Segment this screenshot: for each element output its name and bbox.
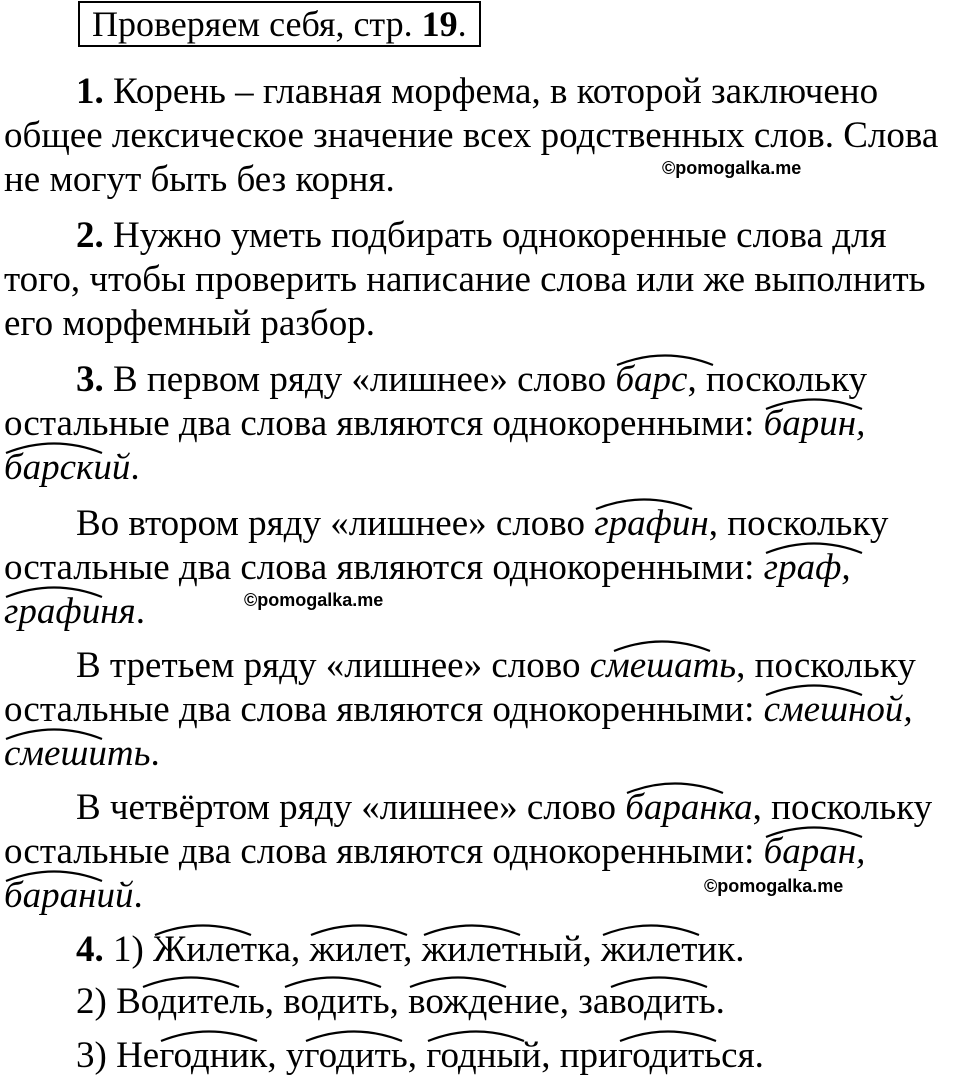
p3a-line-2 <box>4 402 865 446</box>
p2-text-1: Нужно уметь подбирать однокоренные слова для <box>103 215 887 256</box>
p1-number: 1. <box>76 71 104 112</box>
root-zhil-2: жил <box>309 928 373 972</box>
p3b-line-2 <box>4 546 851 590</box>
root-word-barskiy: барский <box>4 446 130 490</box>
p1-line-3 <box>4 158 395 202</box>
p2-line-3 <box>4 302 375 346</box>
p3d-line-3: бараний. <box>4 874 143 918</box>
p3b-text: Во втором ряду «лишнее» слово <box>76 503 595 544</box>
p3d-line-1 <box>76 786 932 830</box>
p3d-line-2 <box>4 830 865 874</box>
p3c-line-3: смешить. <box>4 732 160 776</box>
p3c-tail: , поскольку <box>736 645 916 686</box>
p1-text-3: не могут быть без корня. <box>4 159 395 200</box>
p2-text-2: того, чтобы проверить написание слова или же выполнить <box>4 259 926 300</box>
p1-text-1: Корень – главная морфема, в которой заключено <box>103 71 879 112</box>
p4-line-3: 3) Не годник, у годить, годный, при годиться. <box>76 1034 764 1078</box>
root-word-grafinya: графиня <box>4 590 136 634</box>
p3a-line-1 <box>76 358 867 402</box>
p2-text-3: его морфемный разбор. <box>4 303 375 344</box>
p3a-tail: , поскольку <box>687 359 868 400</box>
header-text: Проверяем себя, стр. <box>92 4 422 44</box>
root-zhilet-1: жилет <box>422 928 518 972</box>
p4-line-2: 2) В одитель, водить, вождение, за водить. <box>76 980 725 1024</box>
p3-number: 3. <box>76 359 104 400</box>
p3b-tail: , поскольку <box>708 503 889 544</box>
root-vod-2: вод <box>283 980 336 1024</box>
p3a-text: В первом ряду «лишнее» слово <box>103 359 616 400</box>
p3a-line-3: барский. <box>4 446 140 490</box>
root-word-smeshit: смешить <box>4 732 150 776</box>
root-word-bars: барс <box>615 358 687 402</box>
root-god-1: год <box>159 1034 210 1078</box>
root-zhilet-2: жилет <box>601 928 697 972</box>
root-word-baraniy: бараний <box>4 874 133 918</box>
root-word-smeshnoy: смешной, <box>764 688 913 732</box>
root-god-3: годн <box>426 1034 496 1078</box>
p3c-line-1 <box>76 644 916 688</box>
p3d-tail: , поскольку <box>752 787 933 828</box>
watermark-3: ©pomogalka.me <box>704 876 844 896</box>
root-vod-3: вод <box>609 980 662 1024</box>
p3a-common: остальные два слова являются однокоренными: <box>4 403 764 444</box>
root-god-2: год <box>304 1034 355 1078</box>
p1-line-2 <box>4 114 938 158</box>
p3b-line-1 <box>76 502 888 546</box>
page-header-box <box>78 1 481 47</box>
p3d-text: В четвёртом ряду «лишнее» слово <box>76 787 626 828</box>
p2-line-2 <box>4 258 926 302</box>
p2-line-1 <box>76 214 887 258</box>
p3c-line-2 <box>4 688 913 732</box>
header-page-number: 19 <box>421 4 458 44</box>
p2-number: 2. <box>76 215 104 256</box>
root-word-grafin: графин <box>594 502 709 546</box>
root-zhil-1: Жил <box>153 928 224 972</box>
p3b-line-3: графиня. <box>4 590 145 634</box>
root-vozhd: вожд <box>408 980 487 1024</box>
root-god-4: год <box>618 1034 669 1078</box>
root-word-baranka: баранка <box>625 786 752 830</box>
header-period: . <box>457 4 467 44</box>
root-vod-1: од <box>141 980 177 1024</box>
watermark-2: ©pomogalka.me <box>244 590 384 610</box>
root-word-smeshat: смешать <box>590 644 736 688</box>
root-word-barin: барин, <box>764 402 866 446</box>
p3c-text: В третьем ряду «лишнее» слово <box>76 645 590 686</box>
p3d-common: остальные два слова являются однокоренными: <box>4 831 764 872</box>
p4-number: 4. <box>76 929 104 970</box>
p3c-common: остальные два слова являются однокоренными: <box>4 689 764 730</box>
root-word-graf: граф, <box>764 546 851 590</box>
root-word-baran: баран, <box>764 830 866 874</box>
p1-line-1 <box>76 70 878 114</box>
p4-line-1: 4. 1) Жилетка, жилет, жилетный, жилетик. <box>76 928 744 972</box>
watermark-1: ©pomogalka.me <box>662 158 802 178</box>
p3b-common: остальные два слова являются однокоренными: <box>4 547 764 588</box>
p1-text-2: общее лексическое значение всех родственных слов. Слова <box>4 115 939 156</box>
